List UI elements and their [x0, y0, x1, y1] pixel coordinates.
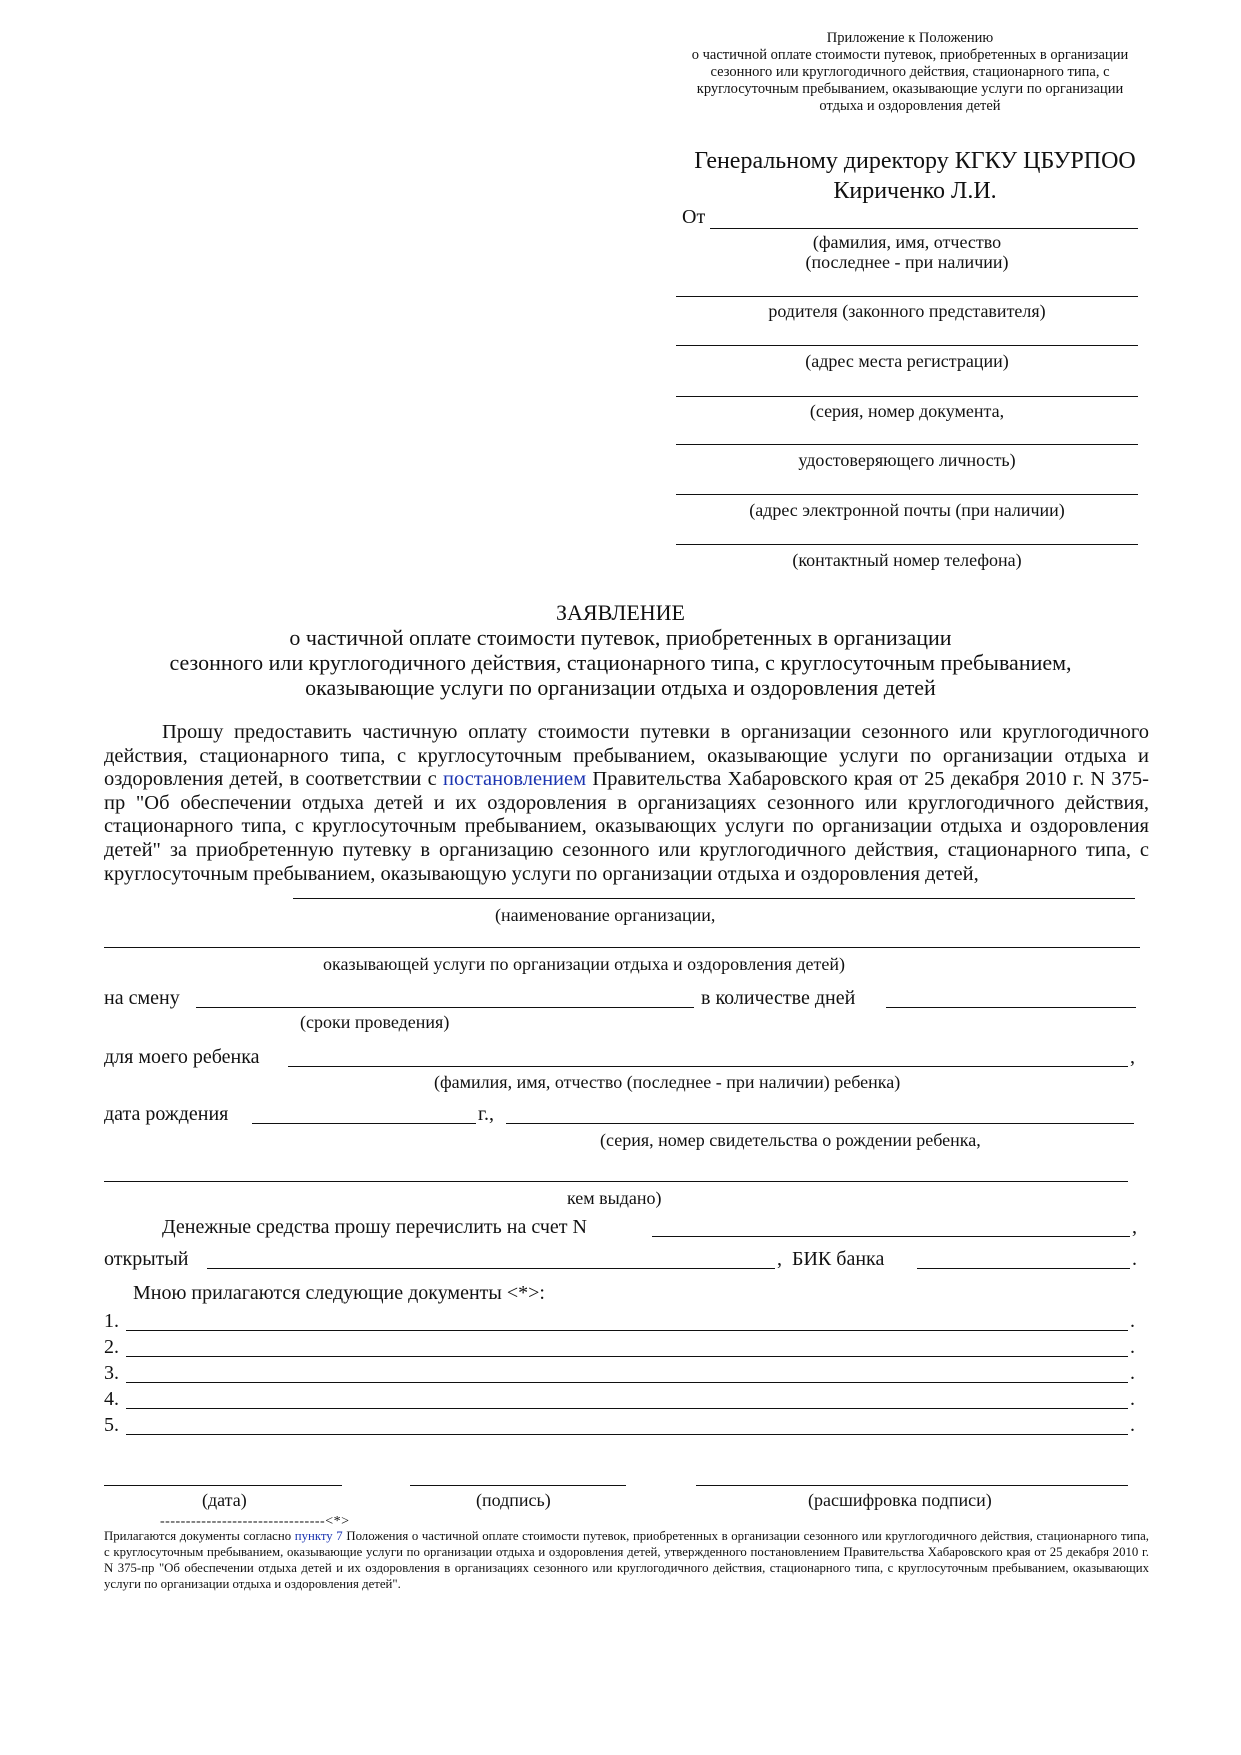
footnote — [104, 1528, 1149, 1592]
document-5-field-line[interactable] — [126, 1434, 1128, 1435]
doc-number: 1. — [104, 1310, 119, 1332]
year-suffix: г., — [478, 1103, 494, 1125]
child-label: для моего ребенка — [104, 1046, 260, 1068]
doc-number: 4. — [104, 1388, 119, 1410]
resolution-link[interactable]: постановлением — [442, 768, 587, 791]
appendix-note — [660, 30, 1160, 115]
document-caption: (серия, номер документа, — [809, 401, 1005, 421]
email-caption: (адрес электронной почты (при наличии) — [749, 500, 1065, 520]
document-field-line[interactable] — [676, 396, 1138, 397]
appendix-line: Приложение к Положению — [826, 30, 994, 46]
issued-by-field-line[interactable] — [104, 1181, 1128, 1182]
days-field-line[interactable] — [886, 1007, 1136, 1008]
applicant-name-caption-2: (последнее - при наличии) — [805, 252, 1009, 272]
addressee-block — [670, 146, 1160, 206]
date-field-line[interactable] — [104, 1485, 342, 1486]
document-subtitle-1: о частичной оплате стоимости путевок, приобретенных в организации — [289, 625, 952, 650]
appendix-line: круглосуточным пребыванием, оказывающие услуги по организации — [696, 81, 1124, 97]
document-heading: ЗАЯВЛЕНИЕ — [556, 600, 685, 625]
footnote-link[interactable]: пункту 7 — [294, 1529, 343, 1543]
child-caption: (фамилия, имя, отчество (последнее - при наличии) ребенка) — [434, 1072, 901, 1092]
document-title — [100, 600, 1141, 700]
shift-field-line[interactable] — [196, 1007, 694, 1008]
document-2-field-line[interactable] — [126, 1356, 1128, 1357]
organization-caption-2: оказывающей услуги по организации отдыха и оздоровления детей) — [323, 954, 845, 974]
organization-field-line[interactable] — [293, 898, 1135, 899]
parent-field-line[interactable] — [676, 296, 1138, 297]
document-4-field-line[interactable] — [126, 1408, 1128, 1409]
identity-field-line[interactable] — [676, 444, 1138, 445]
birth-date-label: дата рождения — [104, 1103, 229, 1125]
document-subtitle-2: сезонного или круглогодичного действия, стационарного типа, с круглосуточным пребыванием, — [169, 650, 1072, 675]
birth-date-field-line[interactable] — [252, 1123, 476, 1124]
opened-label: открытый — [104, 1248, 189, 1270]
appendix-line: сезонного или круглогодичного действия, стационарного типа, с — [710, 64, 1110, 80]
from-label: От — [682, 206, 706, 228]
organization-field-line-2[interactable] — [104, 947, 1140, 948]
signature-caption: (подпись) — [476, 1490, 551, 1510]
footnote-text-start: Прилагаются документы согласно — [104, 1529, 295, 1543]
signature-decode-field-line[interactable] — [696, 1485, 1128, 1486]
issued-by-caption: кем выдано) — [567, 1188, 662, 1208]
addressee-name: Кириченко Л.И. — [833, 178, 997, 204]
shift-label: на смену — [104, 987, 180, 1009]
request-paragraph — [104, 721, 1149, 886]
terms-caption: (сроки проведения) — [300, 1012, 450, 1032]
bik-field-line[interactable] — [917, 1268, 1130, 1269]
signature-decode-caption: (расшифровка подписи) — [808, 1490, 992, 1510]
document-1-field-line[interactable] — [126, 1330, 1128, 1331]
address-field-line[interactable] — [676, 345, 1138, 346]
bank-field-line[interactable] — [207, 1268, 775, 1269]
footnote-separator: --------------------------------<*> — [160, 1514, 350, 1529]
phone-caption: (контактный номер телефона) — [792, 550, 1022, 570]
documents-label: Мною прилагаются следующие документы <*>: — [133, 1282, 545, 1304]
identity-caption: удостоверяющего личность) — [798, 450, 1016, 470]
certificate-field-line[interactable] — [506, 1123, 1134, 1124]
phone-field-line[interactable] — [676, 544, 1138, 545]
account-field-line[interactable] — [652, 1236, 1130, 1237]
organization-caption: (наименование организации, — [495, 905, 716, 925]
applicant-name-caption: (фамилия, имя, отчество — [812, 232, 1002, 252]
from-field-line[interactable] — [710, 228, 1138, 229]
appendix-line: отдыха и оздоровления детей — [819, 98, 1001, 114]
appendix-line: о частичной оплате стоимости путевок, приобретенных в организации — [691, 47, 1129, 63]
address-caption: (адрес места регистрации) — [805, 351, 1009, 371]
account-label: Денежные средства прошу перечислить на счет N — [162, 1216, 587, 1238]
bik-label: БИК банка — [792, 1248, 885, 1270]
doc-number: 2. — [104, 1336, 119, 1358]
certificate-caption: (серия, номер свидетельства о рождении ребенка, — [600, 1130, 981, 1150]
doc-number: 3. — [104, 1362, 119, 1384]
child-field-line[interactable] — [288, 1066, 1128, 1067]
document-3-field-line[interactable] — [126, 1382, 1128, 1383]
email-field-line[interactable] — [676, 494, 1138, 495]
date-caption: (дата) — [202, 1490, 247, 1510]
request-text-start: Прошу предоставить частичную оплату стоимости путевки в организации сезонного или круглогодичного действия, стационарного типа, с круглосуточным пребыванием, оказывающие услуги по организации отдыха и оздоровления детей, в соответствии с — [104, 721, 1149, 791]
days-label: в количестве дней — [701, 987, 856, 1009]
addressee-title: Генеральному директору КГКУ ЦБУРПОО — [694, 148, 1136, 174]
document-subtitle-3: оказывающие услуги по организации отдыха и оздоровления детей — [305, 675, 936, 700]
parent-caption: родителя (законного представителя) — [768, 301, 1046, 321]
request-text-end: Правительства Хабаровского края от 25 декабря 2010 г. N 375-пр "Об обеспечении отдыха детей и их оздоровления в организациях сезонного или круглогодичного действия, стационарного типа, с круглосуточным пребыванием, оказывающих услуги по организации отдыха и оздоровления детей" за приобретенную путевку в организацию сезонного или круглогодичного действия, стационарного типа, с круглосуточным пребыванием, оказывающую услуги по организации отдыха и оздоровления детей, — [104, 768, 1150, 885]
doc-number: 5. — [104, 1414, 119, 1436]
signature-field-line[interactable] — [410, 1485, 626, 1486]
footnote-text-end: Положения о частичной оплате стоимости путевок, приобретенных в организации сезонного или круглогодичного действия, стационарного типа, с круглосуточным пребыванием, оказывающие услуги по организации отдыха и оздоровления детей, утвержденного постановлением Правительства Хабаровского края от 25 декабря 2010 г. N 375-пр "Об обеспечении отдыха детей и их оздоровления в организациях сезонного или круглогодичного действия, стационарного типа, с круглосуточным пребыванием, оказывающих услуги по организации отдыха и оздоровления детей". — [104, 1529, 1149, 1591]
